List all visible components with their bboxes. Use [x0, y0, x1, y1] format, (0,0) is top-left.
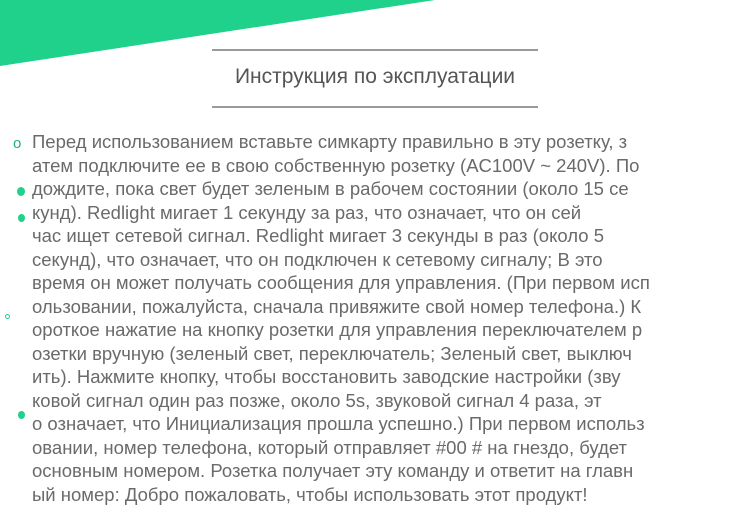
text-line: дождите, пока свет будет зеленым в рабочем состоянии (около 15 се: [32, 178, 629, 199]
text-line: овании, номер телефона, который отправляет #00 # на гнездо, будет: [32, 436, 628, 458]
decorative-dot: [18, 214, 25, 222]
text-line: о означает, что Инициализация прошла успешно.) При первом использ: [32, 413, 645, 434]
text-line: Перед использованием вставьте симкарту правильно в эту розетку, з: [32, 131, 628, 152]
text-line: озетки вручную (зеленый свет, переключатель; Зеленый свет, выключ: [32, 342, 632, 364]
text-line: кунд). Redlight мигает 1 секунду за раз, что означает, что он сей: [32, 201, 582, 223]
text-line: ый номер: Добро пожаловать, чтобы использовать этот продукт!: [32, 483, 588, 505]
title-rule-bottom: [212, 106, 538, 108]
bullet-marker: o: [13, 135, 22, 152]
page-title: Инструкция по эксплуатации: [234, 65, 516, 88]
text-line: ковой сигнал один раз позже, около 5s, звуковой сигнал 4 раза, эт: [32, 389, 602, 411]
text-line: секунд), что означает, что он подключен к сетевому сигналу; В это: [32, 248, 603, 270]
text-line: атем подключите ее в свою собственную розетку (AC100V ~ 240V). По: [32, 154, 640, 176]
instruction-text: [32, 130, 726, 506]
text-line: ользовании, пожалуйста, сначала привяжите свой номер телефона.) К: [32, 295, 642, 317]
text-line: час ищет сетевой сигнал. Redlight мигает 3 секунды в раз (около 5: [32, 225, 604, 246]
text-line: ить). Нажмите кнопку, чтобы восстановить заводские настройки (зву: [32, 366, 621, 387]
corner-accent-shape: [0, 0, 750, 70]
title-rule-top: [212, 49, 538, 51]
decorative-dot: [17, 187, 25, 196]
decorative-dot: [18, 411, 25, 419]
text-line: основным номером. Розетка получает эту команду и ответит на главн: [32, 460, 634, 481]
corner-accent-polygon: [0, 0, 435, 66]
text-line: ороткое нажатие на кнопку розетки для управления переключателем р: [32, 319, 643, 340]
text-line: время он может получать сообщения для управления. (При первом исп: [32, 272, 650, 293]
decorative-ring: [5, 314, 10, 319]
